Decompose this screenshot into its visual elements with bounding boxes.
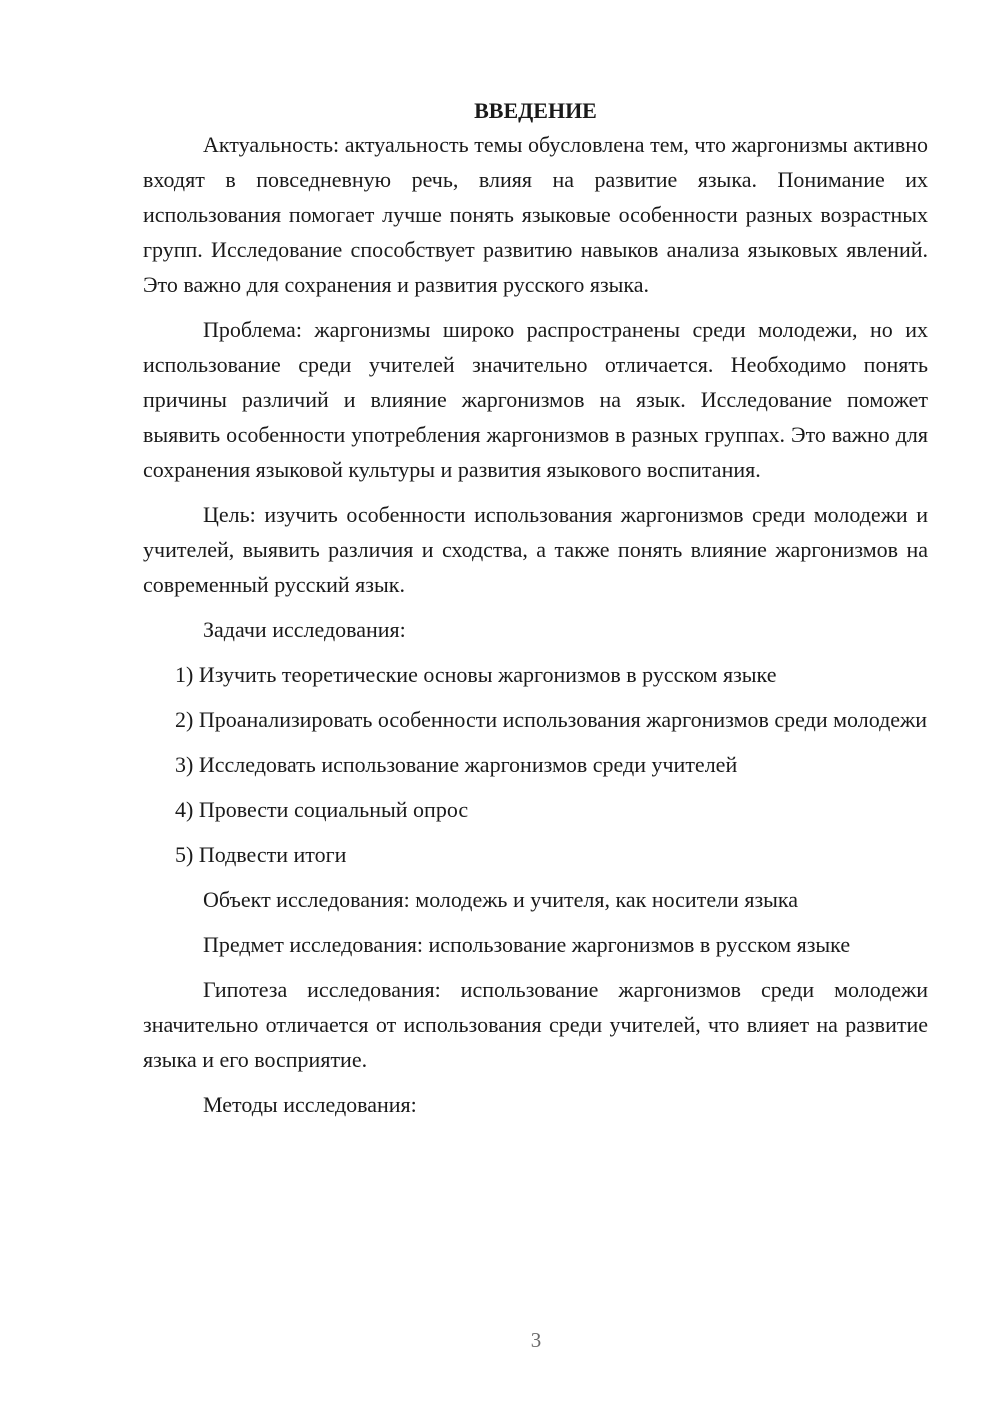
tasks-heading: Задачи исследования: [203, 617, 406, 642]
section-heading: ВВЕДЕНИЕ [474, 98, 597, 123]
task-item-1: 1) Изучить теоретические основы жаргонизмов в русском языке [175, 662, 777, 687]
methods-heading: Методы исследования: [203, 1092, 417, 1117]
task-item-4: 4) Провести социальный опрос [175, 797, 469, 822]
page-number: 3 [530, 1328, 542, 1352]
relevance-paragraph: Актуальность: актуальность темы обусловлена тем, что жаргонизмы активно входят в повседневную речь, влияя на развитие языка. Понимание их использования помогает лучше понять языковые особенности разных возрастных групп. Исследование способствует развитию навыков анализа языковых явлений. Это важно для сохранения и развития русского языка. [143, 132, 928, 297]
document-body [143, 96, 928, 1132]
hypothesis-paragraph: Гипотеза исследования: использование жаргонизмов среди молодежи значительно отличается от использования среди учителей, что влияет на развитие языка и его восприятие. [143, 977, 928, 1072]
task-item-2: 2) Проанализировать особенности использования жаргонизмов среди молодежи [175, 707, 928, 732]
task-item-5: 5) Подвести итоги [175, 842, 347, 867]
object-paragraph: Объект исследования: молодежь и учителя, как носители языка [203, 887, 799, 912]
subject-paragraph: Предмет исследования: использование жаргонизмов в русском языке [203, 932, 851, 957]
goal-paragraph: Цель: изучить особенности использования жаргонизмов среди молодежи и учителей, выявить различия и сходства, а также понять влияние жаргонизмов на современный русский язык. [143, 502, 928, 597]
task-item-3: 3) Исследовать использование жаргонизмов среди учителей [175, 752, 738, 777]
problem-paragraph: Проблема: жаргонизмы широко распространены среди молодежи, но их использование среди учителей значительно отличается. Необходимо понять причины различий и влияние жаргонизмов на язык. Исследование поможет выявить особенности употребления жаргонизмов в разных группах. Это важно для сохранения языковой культуры и развития языкового воспитания. [143, 317, 928, 482]
